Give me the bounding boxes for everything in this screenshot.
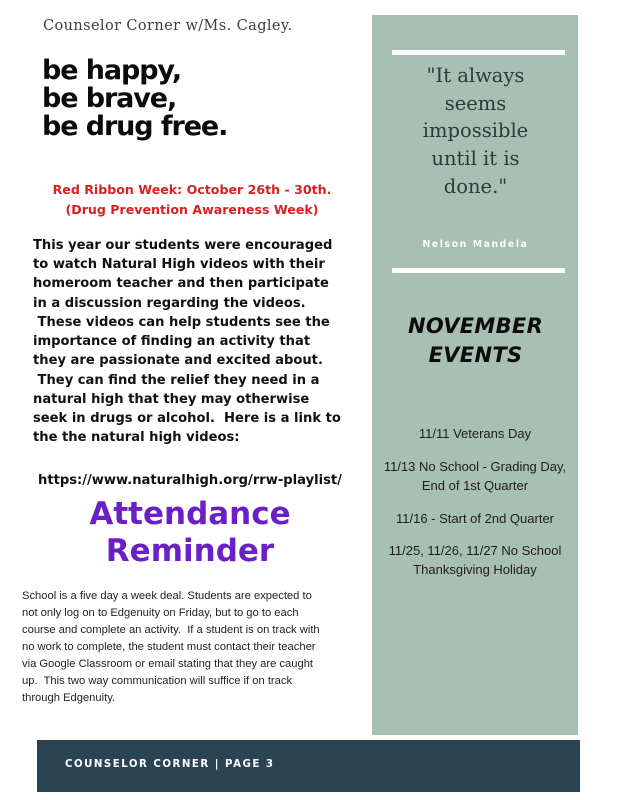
headline-line-1: be happy,: [42, 55, 181, 86]
body-line-1: This year our students were encouraged: [33, 238, 333, 253]
body-line-5: These videos can help students see the: [33, 314, 330, 330]
event-1-line-1: 11/11 Veterans Day: [418, 426, 532, 441]
quote-line-5: done.": [443, 174, 508, 198]
natural-high-playlist-link[interactable]: https://www.naturalhigh.org/rrw-playlist/: [38, 473, 342, 488]
body-line-10: seek in drugs or alcohol. Here is a link to: [33, 411, 341, 427]
body-line-8: They can find the relief they need in a: [33, 372, 320, 388]
main-body-paragraph: [33, 236, 351, 448]
november-events-list: [364, 425, 586, 594]
body-line-11: the the natural high videos:: [33, 430, 240, 446]
attendance-body-paragraph: [22, 588, 358, 707]
event-4-line-1: 11/25, 11/26, 11/27 No School: [388, 543, 562, 559]
body-line-2: to watch Natural High videos with their: [33, 257, 325, 273]
footer-page-label: COUNSELOR CORNER | PAGE 3: [65, 759, 275, 770]
red-banner-line-1: Red Ribbon Week: October 26th - 30th.: [52, 182, 332, 197]
attendance-body-line-5: via Google Classroom or email stating that they are caught: [22, 658, 314, 671]
attendance-reminder-heading: [25, 496, 355, 570]
red-banner-line-2: (Drug Prevention Awareness Week): [65, 201, 319, 217]
quote-line-1: "It always: [426, 64, 525, 87]
list-item: [364, 510, 586, 529]
attendance-heading-line-1: Attendance: [89, 496, 291, 532]
november-events-heading: [382, 312, 569, 370]
events-heading-line-1: NOVEMBER: [407, 314, 544, 338]
list-item: [364, 542, 586, 580]
attendance-body-line-7: through Edgenuity.: [22, 692, 116, 705]
attendance-body-line-6: up. This two way communication will suffice if on track: [22, 675, 293, 688]
quote-line-3: impossible: [422, 119, 529, 143]
main-headline: [42, 57, 342, 140]
events-heading-line-2: EVENTS: [428, 342, 523, 367]
quote-line-4: until it is: [431, 147, 520, 171]
headline-line-3: be drug free.: [42, 110, 228, 142]
inspirational-quote: [382, 62, 569, 200]
quote-divider-bottom: [392, 268, 565, 273]
quote-line-2: seems: [444, 91, 507, 115]
newsletter-kicker: Counselor Corner w/Ms. Cagley.: [43, 18, 293, 34]
attendance-body-line-2: not only log on to Edgenuity on Friday, but to go to each: [22, 607, 299, 620]
body-line-9: natural high that they may otherwise: [33, 391, 310, 407]
quote-attribution: Nelson Mandela: [422, 239, 529, 250]
body-line-7: they are passionate and excited about.: [33, 353, 323, 369]
quote-divider-top: [392, 50, 565, 55]
attendance-body-line-3: course and complete an activity. If a student is on track with: [22, 624, 320, 637]
body-line-4: in a discussion regarding the videos.: [33, 295, 306, 311]
list-item: [364, 458, 586, 496]
body-line-3: homeroom teacher and then participate: [33, 276, 329, 292]
event-3-line-1: 11/16 - Start of 2nd Quarter: [395, 510, 554, 526]
attendance-body-line-1: School is a five day a week deal. Students are expected to: [22, 590, 312, 602]
attendance-body-line-4: no work to complete, the student must contact their teacher: [22, 641, 316, 654]
headline-line-2: be brave,: [42, 82, 177, 114]
list-item: [364, 425, 586, 444]
footer-bar: [37, 740, 580, 792]
body-line-6: importance of finding an activity that: [33, 334, 311, 350]
event-2-line-2: End of 1st Quarter: [421, 477, 529, 493]
event-2-line-1: 11/13 No School - Grading Day,: [383, 458, 567, 474]
event-4-line-2: Thanksgiving Holiday: [413, 562, 537, 578]
red-ribbon-week-banner: [22, 180, 362, 219]
attendance-heading-line-2: Reminder: [105, 533, 275, 570]
